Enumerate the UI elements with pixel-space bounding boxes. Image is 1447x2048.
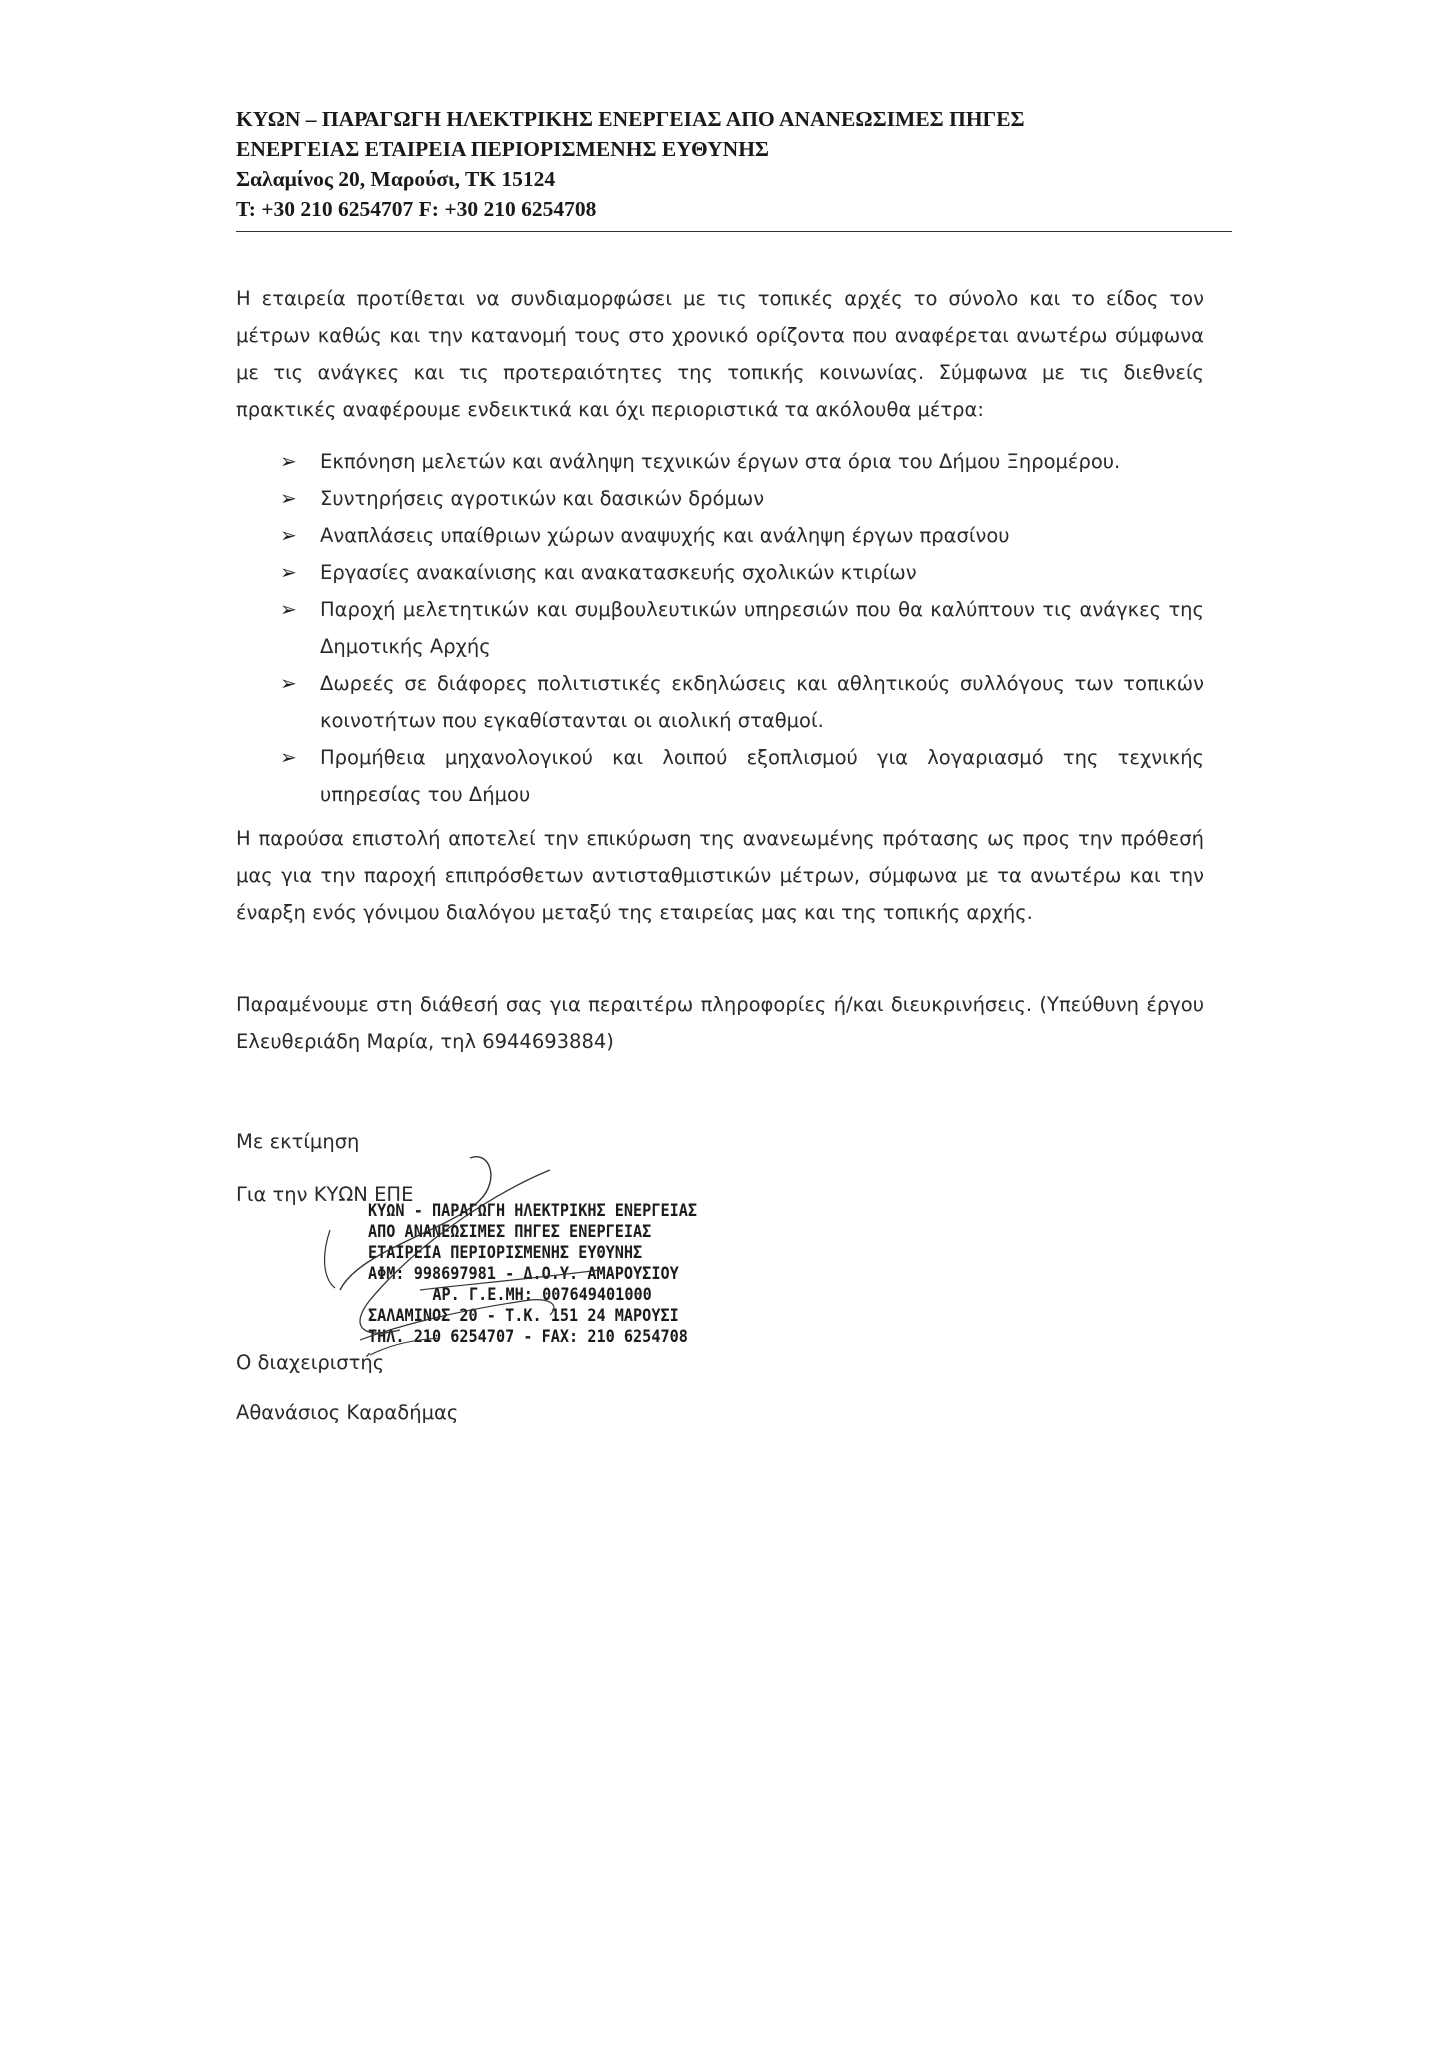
arrow-bullet-icon: ➢ bbox=[280, 597, 297, 621]
arrow-bullet-icon: ➢ bbox=[280, 523, 297, 547]
list-item-text: Αναπλάσεις υπαίθριων χώρων αναψυχής και ανάληψη έργων πρασίνου bbox=[320, 524, 1010, 547]
regards-line: Με εκτίμηση bbox=[236, 1130, 360, 1153]
arrow-bullet-icon: ➢ bbox=[280, 449, 297, 473]
arrow-bullet-icon: ➢ bbox=[280, 486, 297, 510]
stamp-line: ΤΗΛ. 210 6254707 - FAX: 210 6254708 bbox=[368, 1327, 688, 1346]
stamp-line: ΚΥΩΝ - ΠΑΡΑΓΩΓΗ ΗΛΕΚΤΡΙΚΗΣ ΕΝΕΡΓΕΙΑΣ bbox=[368, 1201, 698, 1220]
list-item-text: Δωρεές σε διάφορες πολιτιστικές εκδηλώσεις και αθλητικούς συλλόγους των τοπικών κοινοτήτων που εγκαθίστανται οι αιολική σταθμοί. bbox=[320, 672, 1204, 732]
list-item-text: Συντηρήσεις αγροτικών και δασικών δρόμων bbox=[320, 487, 765, 510]
stamp-line: ΣΑΛΑΜΙΝΟΣ 20 - Τ.Κ. 151 24 ΜΑΡΟΥΣΙ bbox=[368, 1306, 679, 1325]
list-item-text: Εκπόνηση μελετών και ανάληψη τεχνικών έργων στα όρια του Δήμου Ξηρομέρου. bbox=[320, 450, 1121, 473]
list-item bbox=[236, 443, 1204, 480]
stamp-line: ΕΤΑΙΡΕΙΑ ΠΕΡΙΟΡΙΣΜΕΝΗΣ ΕΥΘΥΝΗΣ bbox=[368, 1243, 643, 1262]
arrow-bullet-icon: ➢ bbox=[280, 560, 297, 584]
manager-name: Αθανάσιος Καραδήμας bbox=[236, 1401, 459, 1424]
arrow-bullet-icon: ➢ bbox=[280, 745, 297, 769]
company-address: Σαλαμίνος 20, Μαρούσι, ΤΚ 15124 bbox=[236, 167, 556, 191]
list-item bbox=[236, 739, 1204, 813]
list-item bbox=[236, 665, 1204, 739]
stamp-line: ΑΠΟ ΑΝΑΝΕΩΣΙΜΕΣ ΠΗΓΕΣ ΕΝΕΡΓΕΙΑΣ bbox=[368, 1222, 652, 1241]
list-item bbox=[236, 517, 1204, 554]
stamp-line: ΑΦΜ: 998697981 - Δ.Ο.Υ. ΑΜΑΡΟΥΣΙΟΥ bbox=[368, 1264, 679, 1283]
list-item bbox=[236, 480, 1204, 517]
list-item bbox=[236, 591, 1204, 665]
list-item bbox=[236, 554, 1204, 591]
contact-paragraph: Παραμένουμε στη διάθεσή σας για περαιτέρω πληροφορίες ή/και διευκρινήσεις. (Υπεύθυνη έργου Ελευθεριάδη Μαρία, τηλ 6944693884) bbox=[236, 993, 1204, 1053]
letterhead bbox=[236, 104, 1236, 224]
closing-paragraph: Η παρούσα επιστολή αποτελεί την επικύρωση της ανανεωμένης πρότασης ως προς την πρόθεσή μας για την παροχή επιπρόσθετων αντισταθμιστικών μέτρων, σύμφωνα με τα ανωτέρω και την έναρξη ενός γόνιμου διαλόγου μεταξύ της εταιρείας μας και της τοπικής αρχής. bbox=[236, 827, 1204, 924]
list-item-text: Προμήθεια μηχανολογικού και λοιπού εξοπλισμού για λογαριασμό της τεχνικής υπηρεσίας του Δήμου bbox=[320, 746, 1204, 806]
for-company-line: Για την ΚΥΩΝ ΕΠΕ bbox=[236, 1183, 414, 1206]
list-item-text: Εργασίες ανακαίνισης και ανακατασκευής σχολικών κτιρίων bbox=[320, 561, 917, 584]
manager-title: Ο διαχειριστής bbox=[236, 1351, 385, 1374]
arrow-bullet-icon: ➢ bbox=[280, 671, 297, 695]
company-phones: Τ: +30 210 6254707 F: +30 210 6254708 bbox=[236, 197, 597, 221]
intro-paragraph: Η εταιρεία προτίθεται να συνδιαμορφώσει με τις τοπικές αρχές το σύνολο και το είδος τον μέτρων καθώς και την κατανομή τους στο χρονικό ορίζοντα που αναφέρεται ανωτέρω σύμφωνα με τις ανάγκες και τις προτεραιότητες της τοπικής κοινωνίας. Σύμφωνα με τις διεθνείς πρακτικές αναφέρουμε ενδεικτικά και όχι περιοριστικά τα ακόλουθα μέτρα: bbox=[236, 287, 1204, 421]
company-name-line1: ΚΥΩΝ – ΠΑΡΑΓΩΓΗ ΗΛΕΚΤΡΙΚΗΣ ΕΝΕΡΓΕΙΑΣ ΑΠΟ ΑΝΑΝΕΩΣΙΜΕΣ ΠΗΓΕΣ bbox=[236, 107, 1025, 131]
list-item-text: Παροχή μελετητικών και συμβουλευτικών υπηρεσιών που θα καλύπτουν τις ανάγκες της Δημοτικής Αρχής bbox=[320, 598, 1204, 658]
header-divider bbox=[236, 231, 1232, 232]
company-name-line2: ΕΝΕΡΓΕΙΑΣ ΕΤΑΙΡΕΙΑ ΠΕΡΙΟΡΙΣΜΕΝΗΣ ΕΥΘΥΝΗΣ bbox=[236, 137, 769, 161]
handwritten-signature bbox=[300, 1140, 620, 1380]
stamp-line: ΑΡ. Γ.Ε.ΜΗ: 007649401000 bbox=[432, 1285, 652, 1304]
measures-list bbox=[236, 443, 1204, 813]
